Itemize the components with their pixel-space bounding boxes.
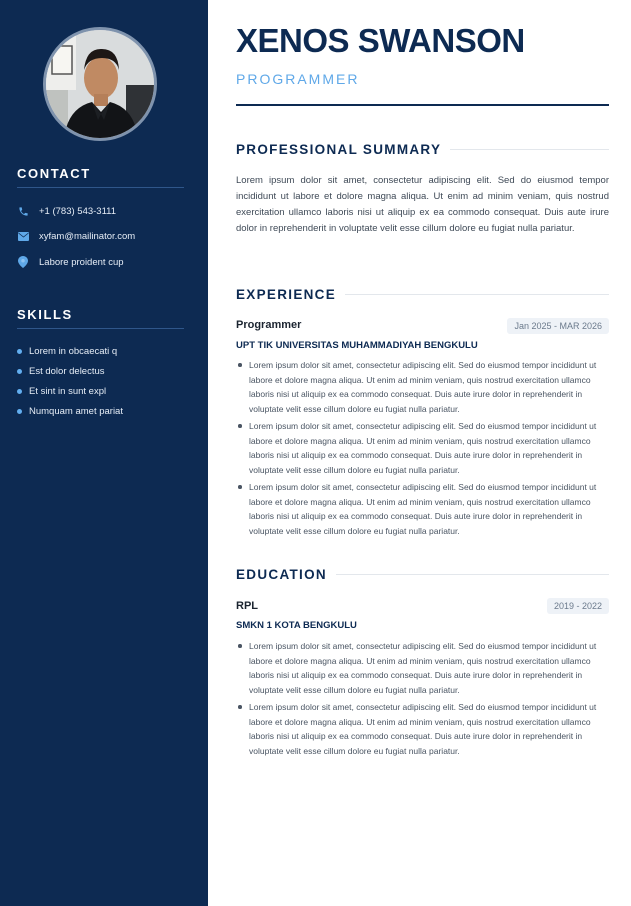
skill-label: Numquam amet pariat [29,406,123,417]
list-item: Lorem ipsum dolor sit amet, consectetur adipiscing elit. Sed do eiusmod tempor incididunt ut labore et dolore magna aliqua. Ut enim ad minim veniam, quis nostrud exercitation ullamco laboris nisi ut aliquip ex ea commodo consequat. Duis aute irure dolor in reprehenderit in voluptate velit esse cillum dolore eu fugiat nulla pariatur. [236,480,609,538]
experience-heading: EXPERIENCE [236,287,337,302]
contact-divider [17,187,184,188]
bullet-dot [17,369,22,374]
section-divider [345,294,609,295]
skill-label: Et sint in sunt expl [29,386,107,397]
section-divider [336,574,609,575]
phone-text[interactable]: +1 (783) 543-3111 [39,205,117,217]
candidate-name: XENOS SWANSON [236,22,525,59]
skill-label: Lorem in obcaecati q [29,346,118,357]
list-item: Lorem ipsum dolor sit amet, consectetur adipiscing elit. Sed do eiusmod tempor incididunt ut labore et dolore magna aliqua. Ut enim ad minim veniam, quis nostrud exercitation ullamco laboris nisi ut aliquip ex ea commodo consequat. Duis aute irure dolor in reprehenderit in voluptate velit esse cillum dolore eu fugiat nulla pariatur. [236,639,609,697]
contact-location [17,254,124,270]
experience-section-header [236,287,609,302]
contact-phone [17,203,116,219]
header-divider [236,104,609,106]
skill-label: Est dolor delectus [29,366,105,377]
location-pin-icon [17,256,29,268]
organization-name: UPT TIK UNIVERSITAS MUHAMMADIYAH BENGKULU [236,340,478,351]
degree-title: RPL [236,600,258,612]
education-section-header [236,567,609,582]
section-divider [450,149,609,150]
candidate-role: PROGRAMMER [236,71,360,87]
skills-divider [17,328,184,329]
skill-item [17,406,123,417]
phone-icon [17,205,29,217]
mail-icon [17,230,29,242]
skill-item [17,386,106,397]
list-item: Lorem ipsum dolor sit amet, consectetur adipiscing elit. Sed do eiusmod tempor incididunt ut labore et dolore magna aliqua. Ut enim ad minim veniam, quis nostrud exercitation ullamco laboris nisi ut aliquip ex ea commodo consequat. Duis aute irure dolor in reprehenderit in voluptate velit esse cillum dolore eu fugiat nulla pariatur. [236,700,609,758]
avatar [43,27,157,141]
job-title: Programmer [236,319,302,331]
summary-text: Lorem ipsum dolor sit amet, consectetur adipiscing elit. Sed do eiusmod tempor incididunt ut labore et dolore magna aliqua. Ut enim ad minim veniam, quis nostrud exercitation ullamco laboris nisi ut aliquip ex ea commodo consequat. Duis aute irure dolor in reprehenderit in voluptate velit esse cillum dolore eu fugiat nulla pariatur. [236,175,609,234]
skill-item [17,346,117,357]
email-text[interactable]: xyfam@mailinator.com [39,230,136,242]
education-bullets [236,639,609,761]
location-text: Labore proident cup [39,256,124,268]
bullet-dot [17,409,22,414]
contact-email [17,228,135,244]
profile-photo [46,30,154,138]
contact-heading: CONTACT [17,166,91,181]
school-name: SMKN 1 KOTA BENGKULU [236,620,357,631]
list-item: Lorem ipsum dolor sit amet, consectetur adipiscing elit. Sed do eiusmod tempor incididunt ut labore et dolore magna aliqua. Ut enim ad minim veniam, quis nostrud exercitation ullamco laboris nisi ut aliquip ex ea commodo consequat. Duis aute irure dolor in reprehenderit in voluptate velit esse cillum dolore eu fugiat nulla pariatur. [236,419,609,477]
date-badge: 2019 - 2022 [547,598,609,614]
sidebar [0,0,208,906]
skill-item [17,366,105,377]
experience-bullets [236,358,609,541]
education-heading: EDUCATION [236,567,327,582]
skills-heading: SKILLS [17,307,73,322]
bullet-dot [17,349,22,354]
date-badge: Jan 2025 - MAR 2026 [507,318,609,334]
summary-section-header [236,142,609,157]
summary-heading: PROFESSIONAL SUMMARY [236,142,442,157]
list-item: Lorem ipsum dolor sit amet, consectetur adipiscing elit. Sed do eiusmod tempor incididunt ut labore et dolore magna aliqua. Ut enim ad minim veniam, quis nostrud exercitation ullamco laboris nisi ut aliquip ex ea commodo consequat. Duis aute irure dolor in reprehenderit in voluptate velit esse cillum dolore eu fugiat nulla pariatur. [236,358,609,416]
bullet-dot [17,389,22,394]
